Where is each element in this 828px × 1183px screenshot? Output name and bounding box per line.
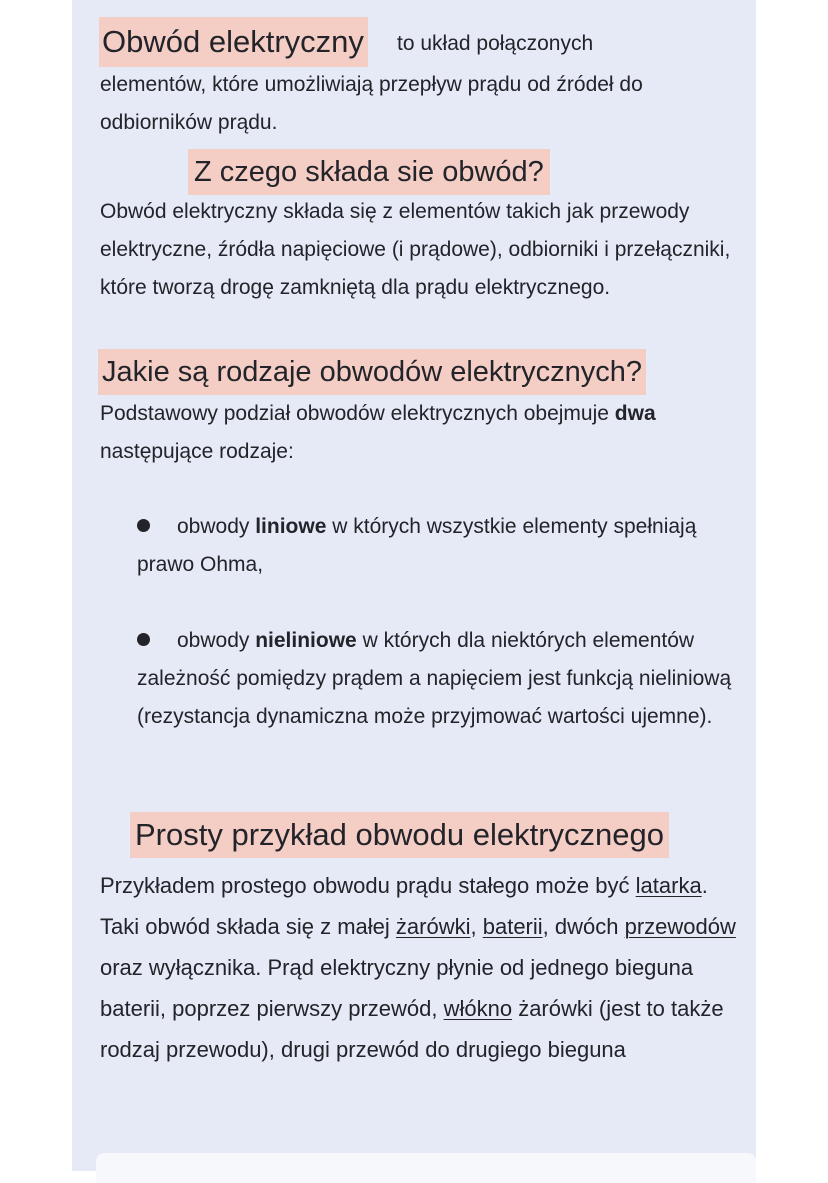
bullet-icon [137, 519, 150, 532]
link-wlokno[interactable]: włókno [443, 996, 513, 1021]
types-count: dwa [614, 402, 656, 425]
example-heading: Prosty przykład obwodu elektrycznego [130, 812, 669, 858]
link-zarowki[interactable]: żarówki [395, 914, 471, 939]
example-text: Przykładem prostego obwodu prądu stałego może być latarka. Taki obwód składa się z małej żarówki, baterii, dwóch przewodów oraz wyłącznika. Prąd elektryczny płynie od jednego bieguna baterii, poprzez pierwszy przewód, włókno żarówki (jest to także rodzaj przewodu), drugi przewód do drugiego bieguna [100, 873, 736, 1062]
definition-heading-rest: to układ połączonych [397, 32, 594, 55]
link-baterii[interactable]: baterii [482, 914, 543, 939]
link-przewodow[interactable]: przewodów [624, 914, 736, 939]
list-item-linear: obwody liniowe w których wszystkie elementy spełniają prawo Ohma, [137, 515, 697, 576]
definition-heading: Obwód elektryczny [99, 17, 368, 67]
composition-text: Obwód elektryczny składa się z elementów takich jak przewody elektryczne, źródła napięciowe (i prądowe), odbiorniki i przełączniki, które tworzą drogę zamkniętą dla prądu elektrycznego. [100, 200, 731, 299]
definition-text: elementów, które umożliwiają przepływ prądu od źródeł do odbiorników prądu. [100, 73, 643, 134]
types-intro: Podstawowy podział obwodów elektrycznych obejmuje dwa następujące rodzaje: [100, 402, 656, 463]
list-item-nonlinear: obwody nieliniowe w których dla niektórych elementów zależność pomiędzy prądem a napięciem jest funkcją nieliniową (rezystancja dynamiczna może przyjmować wartości ujemne). [137, 629, 732, 728]
bullet-icon [137, 633, 150, 646]
link-latarka[interactable]: latarka [635, 873, 702, 898]
next-card-edge [96, 1153, 756, 1183]
types-heading: Jakie są rodzaje obwodów elektrycznych? [98, 349, 646, 395]
composition-heading: Z czego składa sie obwód? [188, 149, 550, 195]
